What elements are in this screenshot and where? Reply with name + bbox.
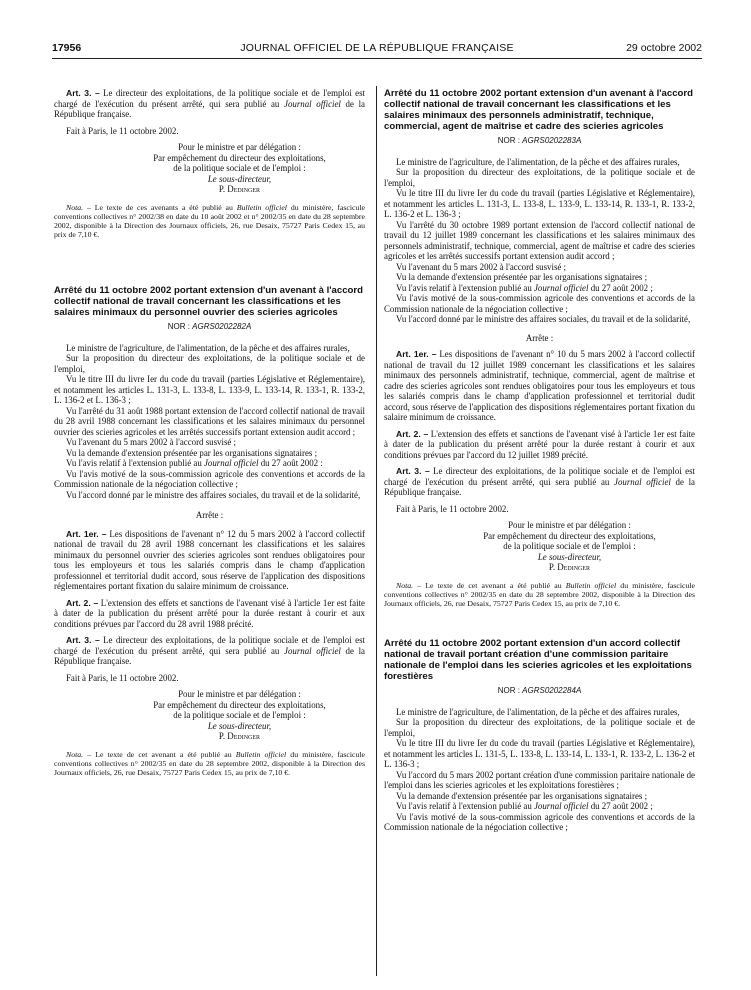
article-1-r: Art. 1er. – Les dispositions de l'avenant n° 10 du 5 mars 2002 à l'accord collectif national de travail du 12 juillet 1989 concernant les classifications et les salaires minimaux des personnels administratif, technique, commercial, agent de maîtrise et cadre des scieries agricoles sont rendues obligatoires pour tous les employeurs et tous les salariés compris dans le champ d'application professionnel et territorial dudit accord, sous réserve de l'application des dispositions réglementaires portant fixation du salaire minimum de croissance.: [384, 349, 695, 422]
signature-block: Pour le ministre et par délégation : Par empêchement du directeur des exploitations, de la politique sociale et de l'emploi : Le sous-directeur, P. Dedinger: [153, 142, 326, 194]
page-header: [52, 40, 702, 58]
nor-2: NOR : AGRS0202283A: [497, 136, 582, 145]
nor-3: NOR : AGRS0202284A: [497, 686, 582, 696]
decree-title-2: Arrêté du 11 octobre 2002 portant extension d'un avenant à l'accord collectif national de travail concernant les classifications et les salaires minimaux des personnels administratif, technique, commercial, agent de maîtrise et cadre des scieries agricoles: [384, 88, 693, 132]
article-3: Art. 3. – Le directeur des exploitations, de la politique sociale et de l'emploi est chargé de l'exécution du présent arrêté, qui sera publié au Journal officiel de la République française.: [54, 635, 366, 667]
signature-block-2: Pour le ministre et par délégation : Par empêchement du directeur des exploitations, de la politique sociale et de l'emploi : Le sous-directeur, P. Dedinger: [153, 689, 326, 742]
nota: Nota. – Le texte de ces avenants a été publié au Bulletin officiel du ministère, fascicule conventions collectives n° 2002/38 en date du 10 août 2002 et n° 2002/35 en date du 28 septembre 2002, disponible à la Direction des Journaux officiels, 26, rue Desaix, 75727 Paris Cedex 15, au prix de 7,10 €.: [54, 202, 365, 240]
right-column: Arrêté du 11 octobre 2002 portant extension d'un avenant à l'accord collectif national de travail concernant les classifications et les salaires minimaux des personnels administratif, technique, commercial, agent de maîtrise et cadre des scieries agricoles NOR : AGRS0202283A Le ministre de l'agriculture, de l'alimentation, de la pêche et des affaires rurales, Sur la proposition du directeur des exploitations, de la politique sociale et de l'emploi, Vu le titre III du livre Ier du code du travail (parties Législative et Réglementaire), et notamment les articles L. 131-3, L. 133-8, L. 133-9, L. 133-14, R. 133-1, R. 133-2, L. 136-2 et L. 136-3 ; Vu l'arrêté du 30 octobre 1989 portant extension de l'accord collectif national de travail du 12 juillet 1989 concernant les classifications et les salaires minimaux des personnels administratif, technique, commercial, agent de maîtrise et cadre des scieries agricoles et les arrêtés successifs portant extension audit accord ; Vu l'avenant du 5 mars 2002 à l'accord susvisé ; Vu la demande d'extension présentée par les organisations signataires ; Vu l'avis relatif à l'extension publié au Journal officiel du 27 août 2002 ; Vu l'avis motivé de la sous-commission agricole des conventions et accords de la Commission nationale de la négociation collective ; Vu l'accord donné par le ministre des affaires sociales, du travail et de la solidarité, Arrête : Art. 1er. – Les dispositions de l'avenant n° 10 du 5 mars 2002 à l'accord collectif national de travail du 12 juillet 1989 concernant les classifications et les salaires minimaux des personnels administratif, technique, commercial, agent de maîtrise et cadre des scieries agricoles sont rendues obligatoires pour tous les employeurs et tous les salariés compris dans le champ d'application professionnel et territorial dudit accord, sous réserve de l'application des dispositions réglementaires portant fixation du salaire minimum de croissance. Art. 2. – L'extension des effets et sanctions de l'avenant visé à l'article 1er est faite à dater de la publication du présent arrêté pour la durée restant à courir et aux conditions prévues par l'accord du 12 juillet 1989 précité. Art. 3. – Le directeur des exploitations, de la politique sociale et de l'emploi est chargé de l'exécution du présent arrêté, qui sera publié au Journal officiel de la République française. Fait à Paris, le 11 octobre 2002. Pour le ministre et par délégation : Par empêchement du directeur des exploitations, de la politique sociale et de l'emploi : Le sous-directeur, P. Dedinger Nota. – Le texte de cet avenant a été publié au Bulletin officiel du ministère, fascicule conventions collectives n° 2002/35 en date du 28 septembre 2002, disponible à la Direction des Journaux officiels, 26, rue Desaix, 75727 Paris Cedex 15, au prix de 7,10 €. Arrêté du 11 octobre 2002 portant extension d'un accord collectif national de travail portant création d'une commission paritaire nationale de l'emploi dans les scieries agricoles et les exploitations forestières NOR : AGRS0202284A Le ministre de l'agriculture, de l'alimentation, de la pêche et des affaires rurales, Sur la proposition du directeur des exploitations, de la politique sociale et de l'emploi, Vu le titre III du livre Ier du code du travail (parties Législative et Réglementaire), et notamment les articles L. 131-5, L. 133-8, L. 133-14, L. 133-1, R. 133-2, L. 136-2 et L. 136-3 ; Vu l'accord du 5 mars 2002 portant création d'une commission paritaire nationale de l'emploi dans les scieries agricoles et les exploitations forestières ; Vu la demande d'extension présentée par les organisations signataires ; Vu l'avis relatif à l'extension publié au Journal officiel du 27 août 2002 ; Vu l'avis motivé de la sous-commission agricole des conventions et accords de la Commission nationale de la négociation collective ;: [384, 88, 696, 833]
journal-title: JOURNAL OFFICIEL DE LA RÉPUBLIQUE FRANÇAISE: [240, 42, 514, 54]
article-3-prev: Art. 3. – Le directeur des exploitations, de la politique sociale et de l'emploi est chargé de l'exécution du présent arrêté, qui sera publié au Journal officiel de la République française.: [54, 88, 366, 119]
fait-line: Fait à Paris, le 11 octobre 2002.: [66, 125, 179, 136]
arrete-heading: Arrête :: [195, 510, 224, 521]
issue-date: 29 octobre 2002: [626, 42, 702, 54]
left-column: Art. 3. – Le directeur des exploitations, de la politique sociale et de l'emploi est chargé de l'exécution du présent arrêté, qui sera publié au Journal officiel de la République française. Fait à Paris, le 11 octobre 2002. Pour le ministre et par délégation : Par empêchement du directeur des exploitations, de la politique sociale et de l'emploi : Le sous-directeur, P. Dedinger Nota. – Le texte de ces avenants a été publié au Bulletin officiel du ministère, fascicule conventions collectives n° 2002/38 en date du 10 août 2002 et n° 2002/35 en date du 28 septembre 2002, disponible à la Direction des Journaux officiels, 26, rue Desaix, 75727 Paris Cedex 15, au prix de 7,10 €. Arrêté du 11 octobre 2002 portant extension d'un avenant à l'accord collectif national de travail concernant les classifications et les salaires minimaux du personnel ouvrier des scieries agricoles NOR : AGRS0202282A Le ministre de l'agriculture, de l'alimentation, de la pêche et des affaires rurales, Sur la proposition du directeur des exploitations, de la politique sociale et de l'emploi, Vu le titre III du livre Ier du code du travail (parties Législative et Réglementaire), et notamment les articles L. 131-3, L. 133-8, L. 133-9, L. 133-14, R. 133-1, R. 133-2, L. 136-2 et L. 136-3 ; Vu l'arrêté du 31 août 1988 portant extension de l'accord collectif national de travail du 28 avril 1988 concernant les classifications et les salaires minimaux du personnel ouvrier des scieries agricoles et les arrêtés successifs portant extension audit accord ; Vu l'avenant du 5 mars 2002 à l'accord susvisé ; Vu la demande d'extension présentée par les organisations signataires ; Vu l'avis relatif à l'extension publié au Journal officiel du 27 août 2002 : Vu l'avis motivé de la sous-commission agricole des conventions et accords de la Commission nationale de la négociation collective ; Vu l'accord donné par le ministre des affaires sociales, du travail et de la solidarité, Arrête : Art. 1er. – Les dispositions de l'avenant n° 12 du 5 mars 2002 à l'accord collectif national de travail du 28 avril 1988 concernant les classifications et les salaires minimaux du personnel ouvrier des scieries agricoles sont rendues obligatoires pour tous les employeurs et tous les salariés compris dans le champ d'application professionnel et territorial dudit accord, sous réserve de l'application des dispositions réglementaires portant fixation du salaire minimum de croissance. Art. 2. – L'extension des effets et sanctions de l'avenant visé à l'article 1er est faite à dater de la publication du présent arrêté pour la durée restant à courir et aux conditions prévues par l'accord du 28 avril 1988 précité. Art. 3. – Le directeur des exploitations, de la politique sociale et de l'emploi est chargé de l'exécution du présent arrêté, qui sera publié au Journal officiel de la République française. Fait à Paris, le 11 octobre 2002. Pour le ministre et par délégation : Par empêchement du directeur des exploitations, de la politique sociale et de l'emploi : Le sous-directeur, P. Dedinger Nota. – Le texte de cet avenant a été publié au Bulletin officiel du ministère, fascicule conventions collectives n° 2002/35 en date du 28 septembre 2002, disponible à la Direction des Journaux officiels, 26, rue Desaix, 75727 Paris Cedex 15, au prix de 7,10 €.: [54, 88, 366, 778]
decree-title-1: Arrêté du 11 octobre 2002 portant extension d'un avenant à l'accord collectif national de travail concernant les classifications et les salaires minimaux du personnel ouvrier des scieries agricoles: [54, 285, 363, 319]
column-divider: [376, 86, 377, 976]
nor-1: NOR : AGRS0202282A: [167, 322, 252, 332]
header-rule: [52, 58, 702, 59]
article-1: Art. 1er. – Les dispositions de l'avenant n° 12 du 5 mars 2002 à l'accord collectif national de travail du 28 avril 1988 concernant les classifications et les salaires minimaux du personnel ouvrier des scieries agricoles sont rendues obligatoires pour tous les employeurs et tous les salariés compris dans le champ d'application professionnel et territorial dudit accord, sous réserve de l'application des dispositions réglementaires portant fixation du salaire minimum de croissance.: [54, 528, 365, 592]
signature-block-3: Pour le ministre et par délégation : Par empêchement du directeur des exploitations, de la politique sociale et de l'emploi : Le sous-directeur, P. Dedinger: [483, 520, 656, 572]
nota-2: Nota. – Le texte de cet avenant a été publié au Bulletin officiel du ministère, fascicule conventions collectives n° 2002/35 en date du 28 septembre 2002, disponible à la Direction des Journaux officiels, 26, rue Desaix, 75727 Paris Cedex 15, au prix de 7,10 €.: [54, 749, 365, 778]
nota-3: Nota. – Le texte de cet avenant a été publié au Bulletin officiel du ministère, fascicule conventions collectives n° 2002/35 en date du 28 septembre 2002, disponible à la Direction des Journaux officiels, 26, rue Desaix, 75727 Paris Cedex 15, au prix de 7,10 €.: [384, 580, 695, 608]
decree-title-3: Arrêté du 11 octobre 2002 portant extension d'un accord collectif national de travail portant création d'une commission paritaire nationale de l'emploi dans les scieries agricoles et les exploitations forestières: [384, 638, 692, 683]
article-2-r: Art. 2. – L'extension des effets et sanctions de l'avenant visé à l'article 1er est faite à dater de la publication du présent arrêté pour la durée restant à courir et aux conditions prévues par l'accord du 12 juillet 1989 précité.: [384, 428, 695, 460]
page-number: 17956: [52, 42, 82, 54]
article-3-r: Art. 3. – Le directeur des exploitations, de la politique sociale et de l'emploi est chargé de l'exécution du présent arrêté, qui sera publié au Journal officiel de la République française.: [384, 466, 696, 497]
article-2: Art. 2. – L'extension des effets et sanctions de l'avenant visé à l'article 1er est faite à dater de la publication du présent arrêté pour la durée restant à courir et aux conditions prévues par l'accord du 28 avril 1988 précité.: [54, 597, 365, 629]
